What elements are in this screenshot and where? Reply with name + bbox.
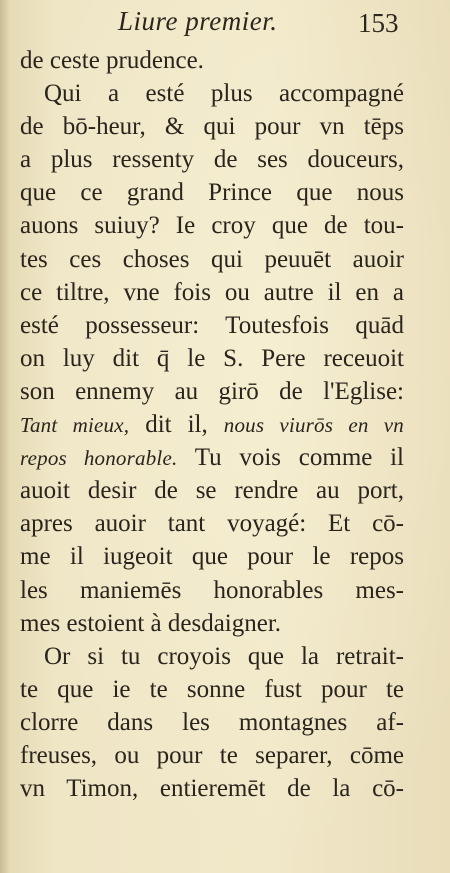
text-line bbox=[20, 772, 404, 805]
text-line bbox=[20, 143, 404, 176]
text-segment: a plus ressenty de ses douceurs, bbox=[20, 146, 404, 174]
text-line bbox=[20, 474, 404, 507]
text-segment: Tu vois comme il bbox=[177, 444, 404, 472]
text-line bbox=[20, 574, 404, 607]
text-line bbox=[20, 607, 404, 640]
text-segment: vn Timon, entieremēt de la cō- bbox=[20, 775, 404, 803]
text-line bbox=[20, 540, 404, 573]
text-line bbox=[20, 176, 404, 209]
text-line bbox=[20, 209, 404, 242]
text-segment: ce tiltre, vne fois ou autre il en a bbox=[20, 278, 404, 306]
text-segment: de bō-heur, & qui pour vn tēps bbox=[20, 113, 404, 141]
text-segment: freuses, ou pour te separer, cōme bbox=[20, 741, 404, 769]
text-line bbox=[20, 276, 404, 309]
text-segment: tes ces choses qui peuuēt auoir bbox=[20, 245, 404, 273]
text-line bbox=[20, 706, 404, 739]
text-segment: auons suiuy? Ie croy que de tou- bbox=[20, 212, 404, 240]
text-segment: clorre dans les montagnes af- bbox=[20, 708, 404, 736]
page-number: 153 bbox=[358, 8, 399, 38]
text-line bbox=[20, 309, 404, 342]
text-line bbox=[20, 640, 404, 673]
text-line bbox=[20, 44, 404, 77]
text-segment: Or si tu croyois que la retrait- bbox=[44, 642, 404, 670]
running-title: Liure premier. bbox=[118, 6, 278, 36]
text-segment: mes estoient à desdaigner. bbox=[20, 609, 282, 637]
text-segment: les maniemēs honorables mes- bbox=[20, 576, 404, 604]
text-segment: que ce grand Prince que nous bbox=[20, 179, 404, 207]
text-line bbox=[20, 110, 404, 143]
text-segment: auoit desir de se rendre au port, bbox=[20, 477, 404, 505]
text-segment: son ennemy au girō de l'Eglise: bbox=[20, 377, 404, 405]
text-line bbox=[20, 739, 404, 772]
text-line bbox=[20, 243, 404, 276]
text-line bbox=[20, 375, 404, 408]
text-segment: me il iugeoit que pour le repos bbox=[20, 543, 404, 571]
page-header bbox=[0, 4, 450, 44]
text-segment: de ceste prudence. bbox=[20, 47, 204, 74]
text-line bbox=[20, 507, 404, 540]
text-segment: apres auoir tant voyagé: Et cō- bbox=[20, 510, 404, 538]
body-text bbox=[20, 44, 404, 805]
gutter-shadow bbox=[0, 0, 10, 873]
text-line bbox=[20, 441, 404, 474]
text-segment: on luy dit q̄ le S. Pere receuoit bbox=[20, 344, 404, 372]
text-line bbox=[20, 342, 404, 375]
italic-text-segment: Tant mieux, bbox=[20, 413, 130, 438]
italic-text-segment: nous viurōs en vn bbox=[223, 413, 404, 438]
text-segment: dit il, bbox=[129, 411, 224, 439]
text-segment: Qui a esté plus accompagné bbox=[44, 80, 404, 108]
text-segment: te que ie te sonne fust pour te bbox=[20, 675, 404, 703]
text-line bbox=[20, 408, 404, 441]
text-line bbox=[20, 77, 404, 110]
italic-text-segment: repos honorable. bbox=[20, 446, 178, 471]
text-line bbox=[20, 673, 404, 706]
text-segment: esté possesseur: Toutesfois quād bbox=[20, 311, 404, 339]
